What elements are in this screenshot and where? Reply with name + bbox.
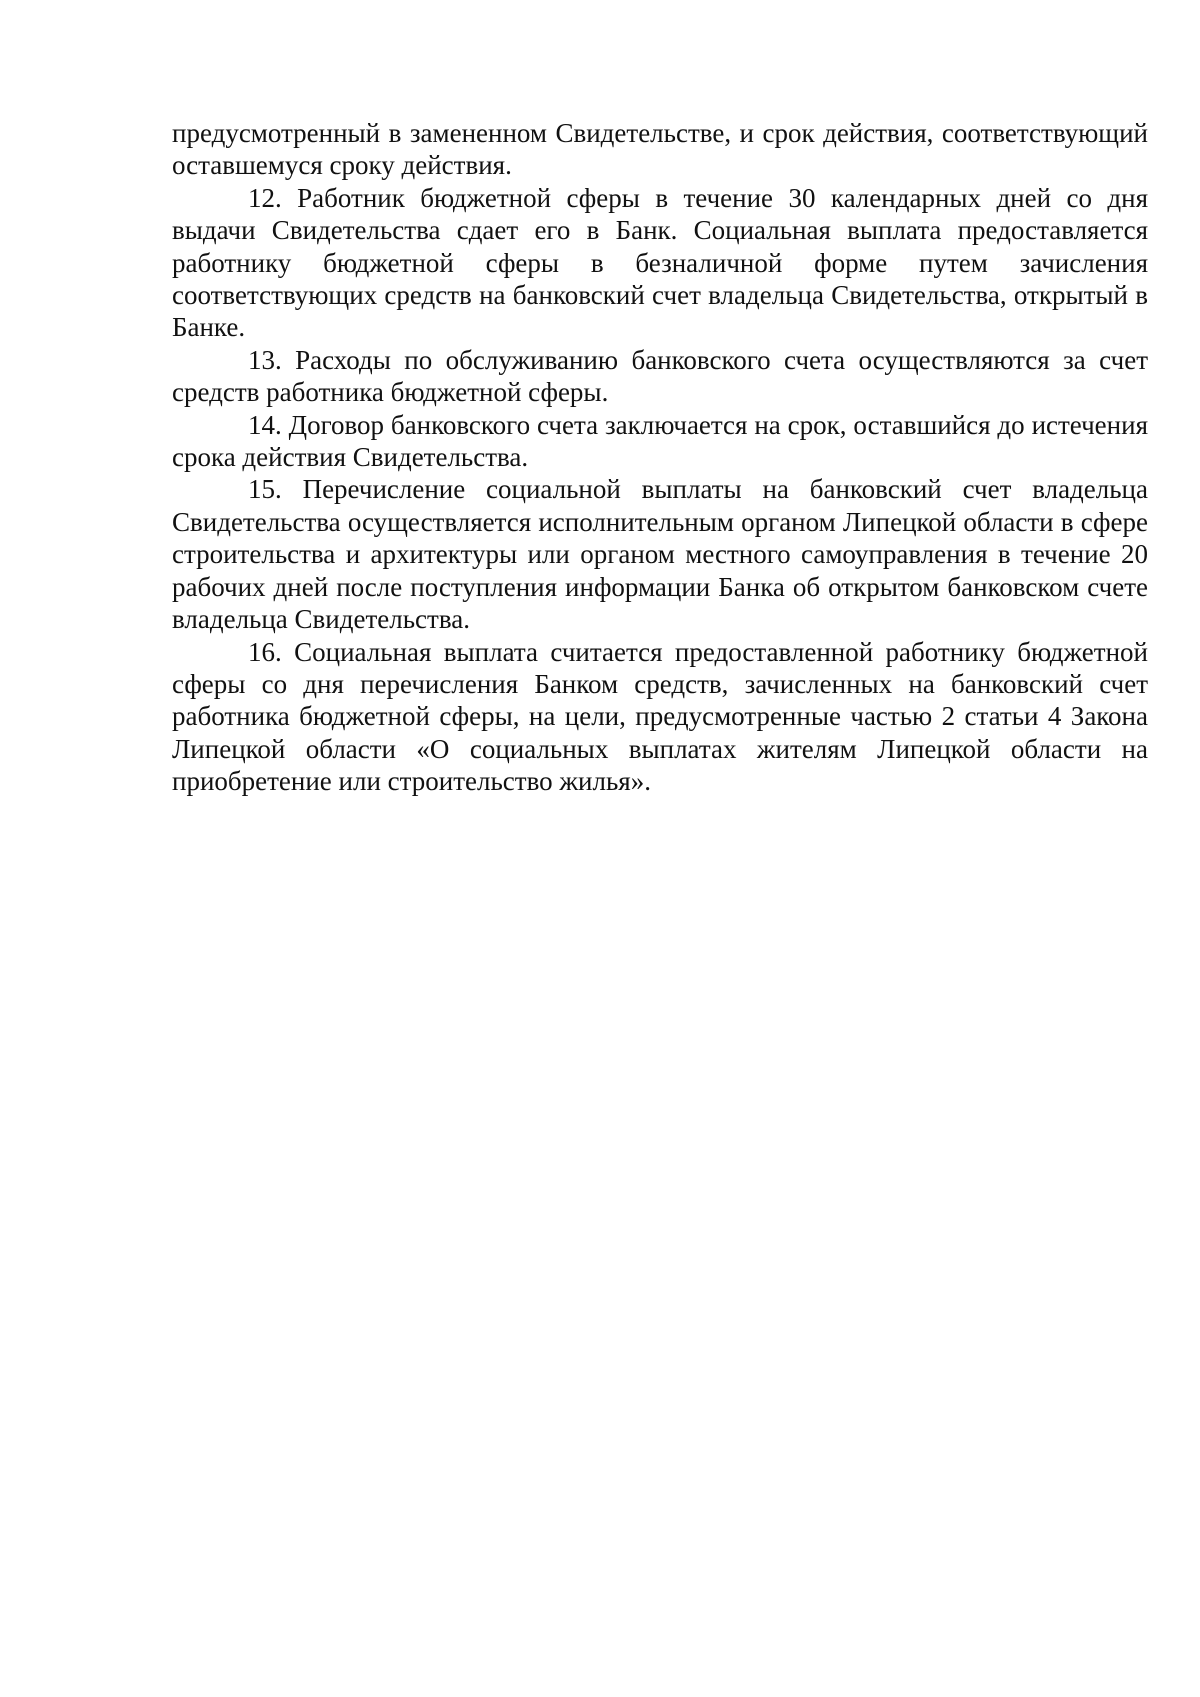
paragraph-item-16: 16. Социальная выплата считается предоставленной работнику бюджетной сферы со дня перечисления Банком средств, зачисленных на банковский счет работника бюджетной сферы, на цели, предусмотренные частью 2 статьи 4 Закона Липецкой области «О социальных выплатах жителям Липецкой области на приобретение или строительство жилья». bbox=[172, 636, 1148, 797]
paragraph-item-13: 13. Расходы по обслуживанию банковского счета осуществляются за счет средств работника бюджетной сферы. bbox=[172, 344, 1148, 408]
paragraph-continuation: предусмотренный в замененном Свидетельстве, и срок действия, соответствующий оставшемуся сроку действия. bbox=[172, 118, 1148, 181]
paragraph-item-14: 14. Договор банковского счета заключается на срок, оставшийся до истечения срока действия Свидетельства. bbox=[172, 409, 1148, 473]
paragraph-item-12: 12. Работник бюджетной сферы в течение 30 календарных дней со дня выдачи Свидетельства сдает его в Банк. Социальная выплата предоставляется работнику бюджетной сферы в безналичной форме путем зачисления соответствующих средств на банковский счет владельца Свидетельства, открытый в Банке. bbox=[172, 182, 1148, 343]
paragraph-item-15: 15. Перечисление социальной выплаты на банковский счет владельца Свидетельства осуществляется исполнительным органом Липецкой области в сфере строительства и архитектуры или органом местного самоуправления в течение 20 рабочих дней после поступления информации Банка об открытом банковском счете владельца Свидетельства. bbox=[172, 474, 1148, 635]
document-body bbox=[172, 117, 1148, 798]
